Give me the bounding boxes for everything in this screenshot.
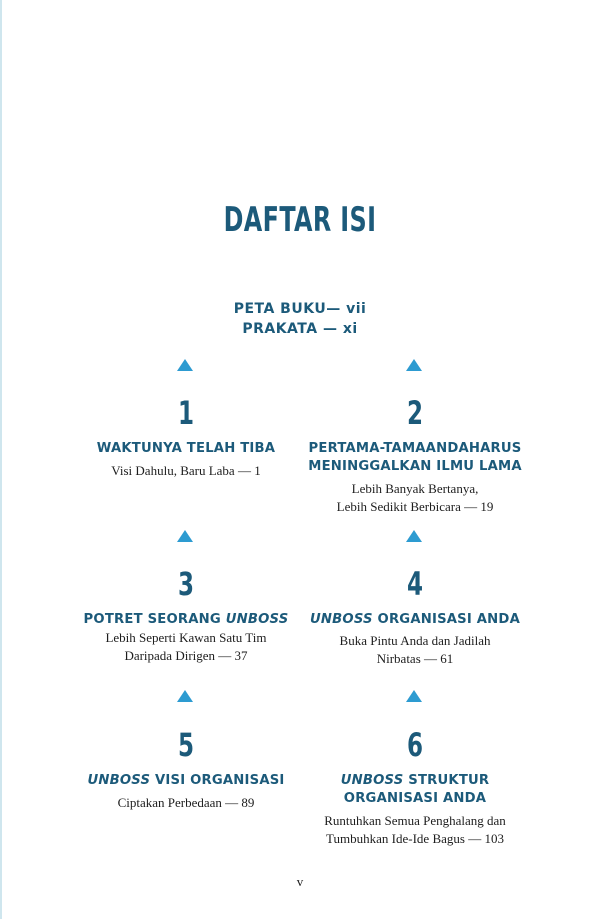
chapter-3-description bbox=[66, 629, 306, 665]
triangle-up-icon bbox=[177, 359, 193, 371]
chapter-1-number: 1 bbox=[177, 394, 195, 432]
chapter-3-title-text: POTRET SEORANG bbox=[83, 612, 226, 627]
triangle-up-icon bbox=[406, 530, 422, 542]
chapter-2-title-line1: PERTAMA-TAMAANDAHARUS bbox=[308, 441, 522, 456]
chapter-4-desc-line2: Nirbatas — 61 bbox=[376, 651, 454, 666]
triangle-up-icon bbox=[177, 530, 193, 542]
chapter-6-desc-line1: Runtuhkan Semua Penghalang dan bbox=[324, 813, 506, 828]
chapter-2-desc-line1: Lebih Banyak Bertanya, bbox=[351, 481, 479, 496]
chapter-2-number: 2 bbox=[406, 394, 424, 432]
chapter-3-number: 3 bbox=[177, 565, 195, 603]
chapter-6-title bbox=[300, 772, 530, 808]
chapter-6-title-text: STRUKTUR bbox=[403, 773, 490, 788]
chapter-2-description bbox=[295, 480, 535, 516]
chapter-5-desc-line1: Ciptakan Perbedaan — 89 bbox=[117, 795, 255, 810]
chapter-6-description bbox=[295, 812, 535, 848]
chapter-5-description bbox=[66, 794, 306, 812]
chapter-4-desc-line1: Buka Pintu Anda dan Jadilah bbox=[339, 633, 491, 648]
front-matter-peta-buku: PETA BUKU— vii bbox=[233, 301, 367, 317]
triangle-up-icon bbox=[177, 690, 193, 702]
chapter-3-desc-line1: Lebih Seperti Kawan Satu Tim bbox=[105, 630, 267, 645]
chapter-2-desc-line2: Lebih Sedikit Berbicara — 19 bbox=[336, 499, 494, 514]
chapter-1-desc-line1: Visi Dahulu, Baru Laba — 1 bbox=[111, 463, 261, 478]
page-number: v bbox=[296, 874, 304, 889]
chapter-3-title-emphasis: UNBOSS bbox=[225, 612, 289, 627]
triangle-up-icon bbox=[406, 359, 422, 371]
chapter-2-title bbox=[300, 440, 530, 476]
chapter-3-title bbox=[71, 611, 301, 629]
chapter-4-title bbox=[300, 611, 530, 629]
chapter-4-title-emphasis: UNBOSS bbox=[310, 612, 373, 627]
chapter-6-title-emphasis: UNBOSS bbox=[340, 773, 404, 788]
triangle-up-icon bbox=[406, 690, 422, 702]
chapter-6-desc-line2: Tumbuhkan Ide-Ide Bagus — 103 bbox=[326, 831, 504, 846]
chapter-4-number: 4 bbox=[406, 565, 424, 603]
chapter-6-number: 6 bbox=[406, 726, 424, 764]
chapter-1-title bbox=[71, 440, 301, 458]
page-title: DAFTAR ISI bbox=[223, 200, 377, 240]
chapter-6-title-line2: ORGANISASI ANDA bbox=[343, 791, 487, 806]
page-edge-rule bbox=[0, 0, 2, 919]
chapter-3-desc-line2: Daripada Dirigen — 37 bbox=[124, 648, 248, 663]
chapter-5-number: 5 bbox=[177, 726, 195, 764]
front-matter-prakata: PRAKATA — xi bbox=[242, 321, 358, 337]
chapter-5-title bbox=[71, 772, 301, 790]
chapter-2-title-line2: MENINGGALKAN ILMU LAMA bbox=[308, 459, 522, 474]
chapter-4-description bbox=[295, 632, 535, 668]
chapter-5-title-emphasis: UNBOSS bbox=[87, 773, 151, 788]
chapter-1-description bbox=[66, 462, 306, 480]
chapter-5-title-text: VISI ORGANISASI bbox=[150, 773, 285, 788]
chapter-1-title-text: WAKTUNYA TELAH TIBA bbox=[96, 441, 276, 456]
chapter-4-title-text: ORGANISASI ANDA bbox=[372, 612, 520, 627]
